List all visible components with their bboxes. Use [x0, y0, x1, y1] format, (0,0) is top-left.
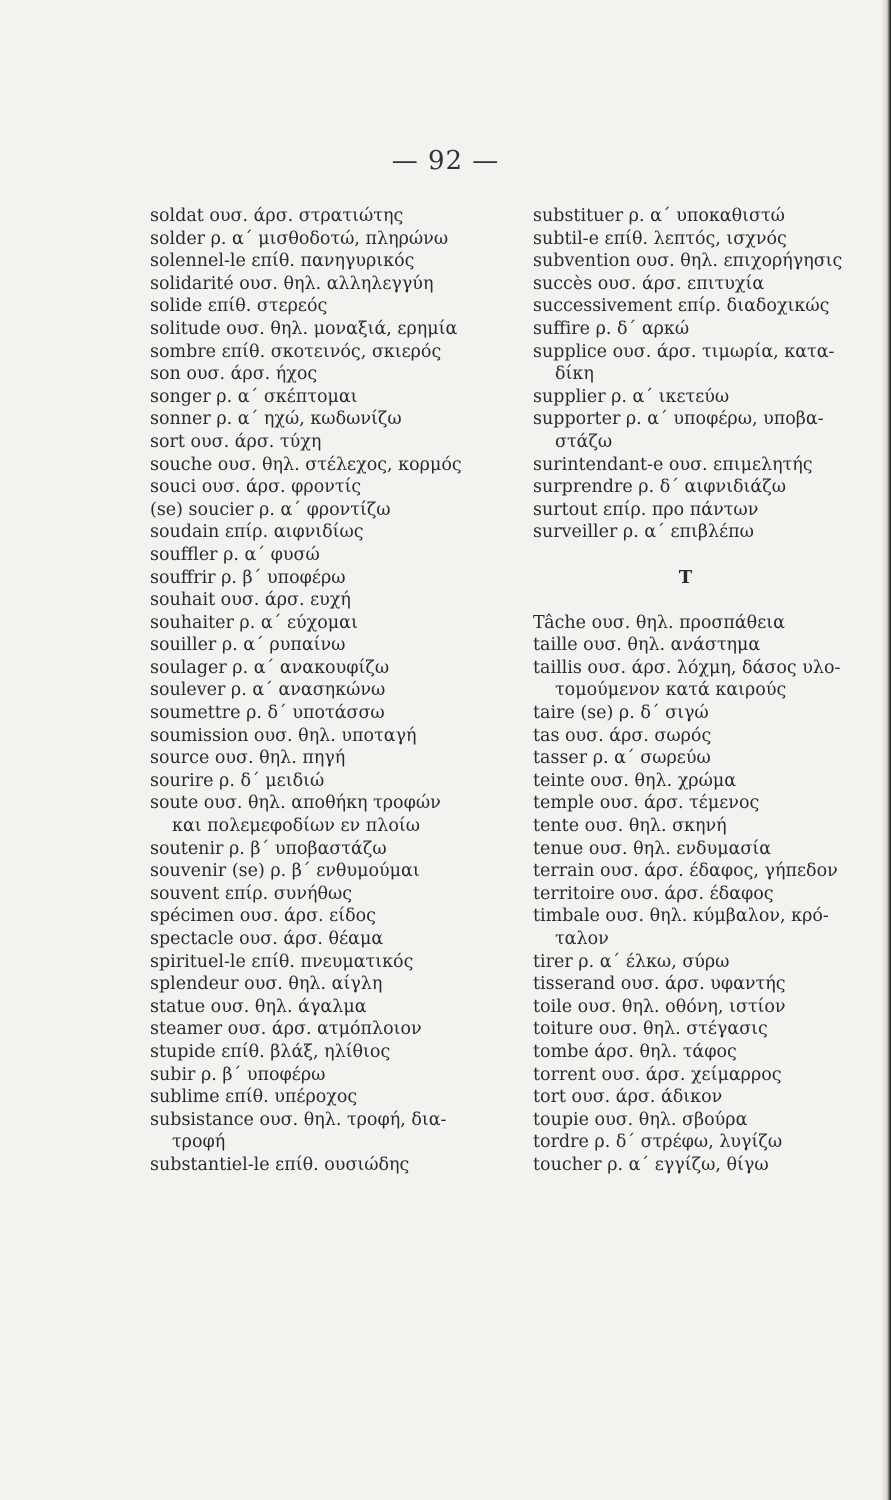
dictionary-entry: tirer ρ. α΄ έλκω, σύρω: [533, 951, 730, 972]
page-number: — 92 —: [391, 146, 500, 176]
dictionary-entry: surtout επίρ. προ πάντων: [533, 499, 759, 520]
dictionary-entry: statue ουσ. θηλ. άγαλμα: [150, 996, 367, 1017]
left-column: [150, 205, 490, 1177]
dictionary-entry: Tâche ουσ. θηλ. προσπάθεια: [533, 612, 785, 633]
dictionary-entry: soulager ρ. α΄ ανακουφίζω: [150, 657, 390, 678]
dictionary-entry: tordre ρ. δ΄ στρέφω, λυγίζω: [533, 1132, 783, 1153]
dictionary-entry: spécimen ουσ. άρσ. είδος: [150, 906, 376, 927]
dictionary-entry: stupide επίθ. βλάξ, ηλίθιος: [150, 1041, 391, 1062]
dictionary-entry: tasser ρ. α΄ σωρεύω: [533, 748, 711, 769]
dictionary-entry: sort ουσ. άρσ. τύχη: [150, 431, 322, 452]
dictionary-entry: suffire ρ. δ΄ αρκώ: [533, 318, 690, 339]
dictionary-entry: territoire ουσ. άρσ. έδαφος: [533, 883, 774, 904]
dictionary-entry: toupie ουσ. θηλ. σβούρα: [533, 1109, 748, 1130]
dictionary-entry: solitude ουσ. θηλ. μοναξιά, ερημία: [150, 318, 458, 339]
section-gap: [533, 589, 878, 612]
dictionary-entry: tente ουσ. θηλ. σκηνή: [533, 816, 727, 837]
dictionary-entry: souffler ρ. α΄ φυσώ: [150, 544, 320, 565]
entry-continuation: τομούμενον κατά καιρούς: [555, 680, 787, 701]
dictionary-entry: spirituel-le επίθ. πνευματικός: [150, 951, 414, 972]
dictionary-entry: substantiel-le επίθ. ουσιώδης: [150, 1154, 410, 1175]
dictionary-entry: soumission ουσ. θηλ. υποταγή: [150, 725, 417, 746]
dictionary-entry: supplier ρ. α΄ ικετεύω: [533, 386, 730, 407]
entry-continuation: τροφή: [172, 1132, 226, 1153]
dictionary-entry: soulever ρ. α΄ ανασηκώνω: [150, 680, 386, 701]
dictionary-entry: souffrir ρ. β΄ υποφέρω: [150, 567, 346, 588]
dictionary-entry: tas ουσ. άρσ. σωρός: [533, 725, 712, 746]
dictionary-entry: sourire ρ. δ΄ μειδιώ: [150, 770, 325, 791]
dictionary-entry: supporter ρ. α΄ υποφέρω, υποβα-: [533, 409, 824, 430]
dictionary-entry: steamer ουσ. άρσ. ατμόπλοιον: [150, 1019, 422, 1040]
dictionary-entry: soute ουσ. θηλ. αποθήκη τροφών: [150, 793, 441, 814]
dictionary-entry: subtil-e επίθ. λεπτός, ισχνός: [533, 228, 787, 249]
dictionary-entry: subir ρ. β΄ υποφέρω: [150, 1064, 326, 1085]
dictionary-entry: torrent ουσ. άρσ. χείμαρρος: [533, 1064, 782, 1085]
dictionary-entry: teinte ουσ. θηλ. χρώμα: [533, 770, 737, 791]
section-letter: T: [678, 566, 693, 588]
dictionary-entry: sombre επίθ. σκοτεινός, σκιερός: [150, 341, 442, 362]
dictionary-entry: timbale ουσ. θηλ. κύμβαλον, κρό-: [533, 906, 829, 927]
dictionary-entry: (se) soucier ρ. α΄ φροντίζω: [150, 499, 391, 520]
dictionary-entry: tisserand ουσ. άρσ. υφαντής: [533, 974, 786, 995]
entry-continuation: και πολεμεφοδίων εν πλοίω: [172, 816, 420, 837]
dictionary-entry: soumettre ρ. δ΄ υποτάσσω: [150, 703, 385, 724]
dictionary-entry: surveiller ρ. α΄ επιβλέπω: [533, 522, 754, 543]
right-column: [533, 205, 878, 1177]
dictionary-entry: souhait ουσ. άρσ. ευχή: [150, 590, 351, 611]
dictionary-entry: tort ουσ. άρσ. άδικον: [533, 1087, 723, 1108]
entry-continuation: στάζω: [555, 431, 613, 452]
dictionary-entry: taire (se) ρ. δ΄ σιγώ: [533, 703, 709, 724]
dictionary-entry: souhaiter ρ. α΄ εύχομαι: [150, 612, 358, 633]
dictionary-entry: subvention ουσ. θηλ. επιχορήγησις: [533, 251, 843, 272]
dictionary-entry: solder ρ. α΄ μισθοδοτώ, πληρώνω: [150, 228, 449, 249]
dictionary-entry: souvenir (se) ρ. β΄ ενθυμούμαι: [150, 861, 420, 882]
dictionary-entry: soutenir ρ. β΄ υποβαστάζω: [150, 838, 387, 859]
dictionary-entry: solennel-le επίθ. πανηγυρικός: [150, 251, 415, 272]
dictionary-entry: substituer ρ. α΄ υποκαθιστώ: [533, 206, 785, 226]
dictionary-entry: spectacle ουσ. άρσ. θέαμα: [150, 929, 384, 949]
entry-continuation: δίκη: [555, 364, 594, 385]
dictionary-entry: taillis ουσ. άρσ. λόχμη, δάσος υλο-: [533, 657, 841, 678]
dictionary-entry: toucher ρ. α΄ εγγίζω, θίγω: [533, 1154, 769, 1175]
dictionary-entry: succès ουσ. άρσ. επιτυχία: [533, 273, 765, 294]
dictionary-entry: surintendant-e ουσ. επιμελητής: [533, 454, 813, 475]
dictionary-entry: source ουσ. θηλ. πηγή: [150, 748, 346, 769]
dictionary-entry: tenue ουσ. θηλ. ενδυμασία: [533, 838, 772, 859]
dictionary-entry: soudain επίρ. αιφνιδίως: [150, 522, 364, 543]
dictionary-entry: souiller ρ. α΄ ρυπαίνω: [150, 635, 346, 656]
section-gap: [533, 544, 878, 567]
dictionary-entry: temple ουσ. άρσ. τέμενος: [533, 793, 760, 814]
dictionary-entry: surprendre ρ. δ΄ αιφνιδιάζω: [533, 477, 786, 498]
dictionary-entry: souvent επίρ. συνήθως: [150, 883, 353, 904]
dictionary-entry: sonner ρ. α΄ ηχώ, κωδωνίζω: [150, 409, 402, 430]
dictionary-entry: supplice ουσ. άρσ. τιμωρία, κατα-: [533, 341, 835, 362]
dictionary-entry: terrain ουσ. άρσ. έδαφος, γήπεδον: [533, 861, 838, 882]
dictionary-entry: toiture ουσ. θηλ. στέγασις: [533, 1019, 768, 1040]
dictionary-entry: son ουσ. άρσ. ήχος: [150, 364, 318, 385]
dictionary-entry: tombe άρσ. θηλ. τάφος: [533, 1041, 737, 1062]
dictionary-entry: successivement επίρ. διαδοχικώς: [533, 296, 830, 317]
dictionary-entry: sublime επίθ. υπέροχος: [150, 1087, 358, 1108]
dictionary-entry: solide επίθ. στερεός: [150, 296, 328, 317]
book-spine-shadow: [881, 0, 891, 1500]
dictionary-entry: souche ουσ. θηλ. στέλεχος, κορμός: [150, 454, 462, 475]
dictionary-entry: solidarité ουσ. θηλ. αλληλεγγύη: [150, 273, 434, 294]
dictionary-entry: subsistance ουσ. θηλ. τροφή, δια-: [150, 1109, 447, 1130]
dictionary-entry: souci ουσ. άρσ. φροντίς: [150, 477, 362, 498]
dictionary-entry: songer ρ. α΄ σκέπτομαι: [150, 386, 358, 407]
dictionary-entry: splendeur ουσ. θηλ. αίγλη: [150, 974, 383, 995]
dictionary-entry: soldat ουσ. άρσ. στρατιώτης: [150, 206, 404, 226]
entry-continuation: ταλον: [555, 929, 609, 949]
dictionary-entry: toile ουσ. θηλ. οθόνη, ιστίον: [533, 996, 786, 1017]
dictionary-entry: taille ουσ. θηλ. ανάστημα: [533, 635, 761, 656]
